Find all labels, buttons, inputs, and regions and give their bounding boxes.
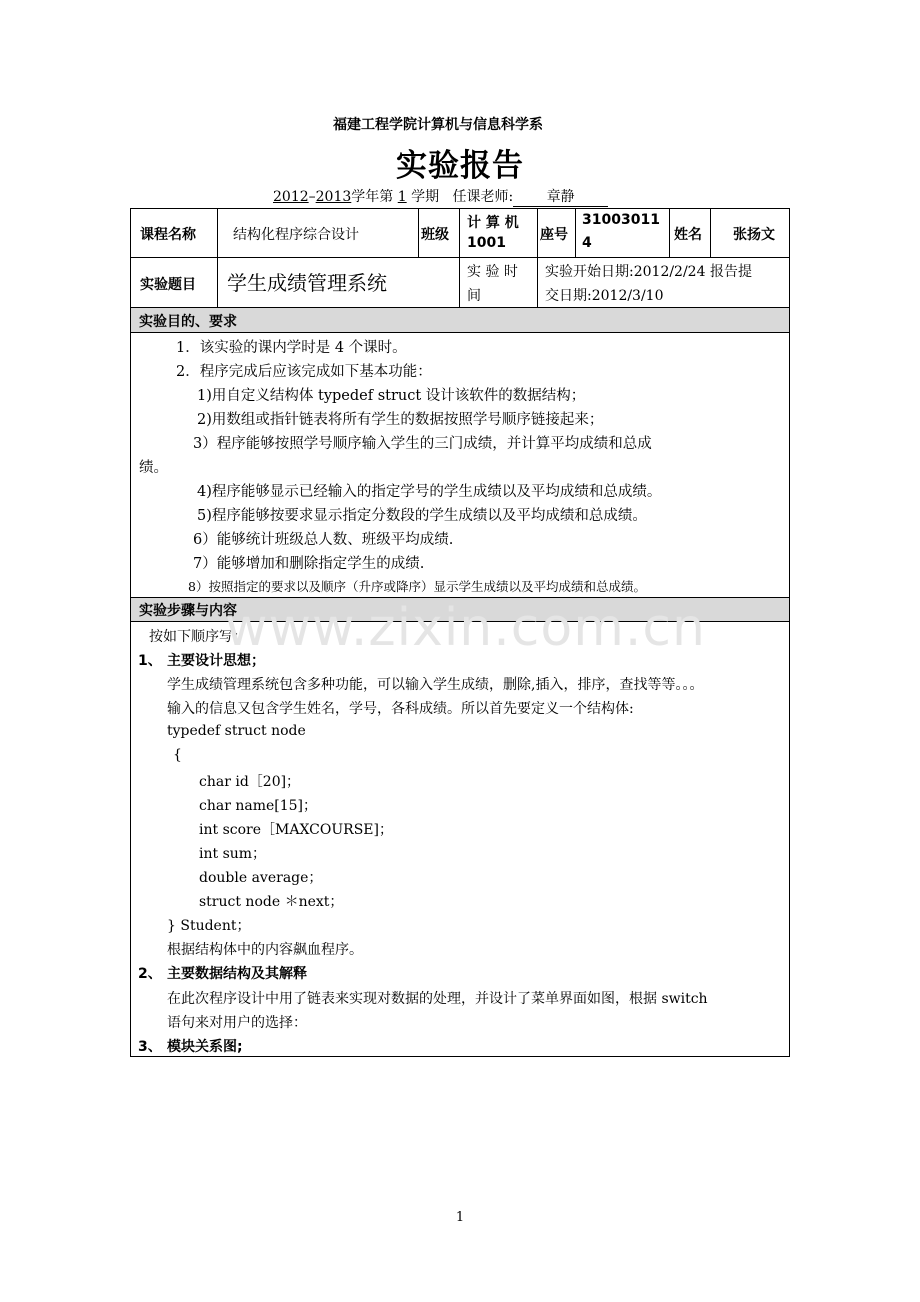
time-value-line1: 实验开始日期:2012/2/24 报告提 [545, 264, 752, 280]
section-1-line: int score［MAXCOURSE]； [199, 822, 393, 838]
teacher-label: 任课老师: [452, 189, 514, 205]
purpose-line: 2．程序完成后应该完成如下基本功能： [176, 364, 432, 380]
year-dash: – [308, 189, 316, 205]
section-2-line: 在此次程序设计中用了链表来实现对数据的处理，并设计了菜单界面如图，根据 switch [167, 991, 708, 1007]
purpose-heading: 实验目的、要求 [139, 314, 237, 330]
section-1-line: double average； [199, 870, 323, 886]
seat-value-line1: 31003011 [582, 212, 660, 228]
name-label: 姓名 [674, 227, 702, 243]
purpose-line: 6）能够统计班级总人数、班级平均成绩. [193, 532, 454, 548]
time-label-line2: 间 [467, 288, 481, 304]
seat-label: 座号 [540, 227, 568, 243]
section-1-line: char id［20]； [199, 774, 301, 790]
steps-intro: 按如下顺序写： [149, 629, 247, 645]
purpose-line: 1．该实验的课内学时是 4 个课时。 [176, 340, 407, 356]
class-label: 班级 [421, 227, 449, 243]
purpose-line: 8）按照指定的要求以及顺序（升序或降序）显示学生成绩以及平均成绩和总成绩。 [188, 579, 646, 594]
course-label: 课程名称 [140, 227, 196, 243]
section-1-line: } Student； [167, 918, 251, 934]
section-1-line: 根据结构体中的内容飙血程序。 [167, 942, 363, 958]
section-1-line: struct node ＊next； [199, 894, 344, 910]
teacher-name: 章静 [513, 186, 608, 207]
class-value-line2: 1001 [467, 235, 506, 251]
purpose-line: 3）程序能够按照学号顺序输入学生的三门成绩，并计算平均成绩和总成 [193, 436, 652, 452]
purpose-line: 7）能够增加和删除指定学生的成绩. [193, 556, 425, 572]
section-1-number: 1、 [138, 653, 162, 669]
term-number: 1 [397, 189, 407, 205]
watermark: www.zixin.com.cn [225, 598, 706, 658]
section-2-line: 语句来对用户的选择： [167, 1015, 307, 1031]
course-value: 结构化程序综合设计 [233, 227, 359, 243]
section-3-number: 3、 [138, 1039, 162, 1055]
purpose-line: 2)用数组或指针链表将所有学生的数据按照学号顺序链接起来； [197, 412, 604, 428]
year-end: 2013 [315, 189, 352, 205]
section-1-line: typedef struct node [167, 723, 306, 739]
section-1-line: 输入的信息又包含学生姓名，学号，各科成绩。所以首先要定义一个结构体: [167, 701, 634, 717]
topic-value: 学生成绩管理系统 [227, 271, 387, 295]
purpose-line: 绩。 [139, 460, 168, 476]
term-line [273, 186, 608, 207]
section-2-number: 2、 [138, 966, 162, 982]
term-suffix: 学期 [411, 189, 440, 205]
topic-label: 实验题目 [140, 277, 196, 293]
section-1-line: 学生成绩管理系统包含多种功能，可以输入学生成绩，删除,插入，排序，查找等等。。。 [167, 677, 704, 693]
section-1-line: { [173, 747, 182, 763]
year-suffix: 学年第 [351, 189, 394, 205]
section-1-line: char name[15]； [199, 798, 318, 814]
name-value: 张扬文 [733, 227, 775, 243]
report-title: 实验报告 [396, 148, 524, 184]
seat-value-line2: 4 [582, 235, 592, 251]
section-3-title: 模块关系图; [167, 1039, 243, 1055]
purpose-line: 1)用自定义结构体 typedef struct 设计该软件的数据结构； [197, 388, 586, 404]
section-1-title: 主要设计思想； [167, 653, 265, 669]
time-label-line1: 实 验 时 [467, 264, 518, 280]
page-number: 1 [455, 1210, 465, 1225]
class-value-line1: 计 算 机 [467, 215, 519, 231]
year-start: 2012 [273, 189, 309, 205]
department-name: 福建工程学院计算机与信息科学系 [333, 117, 543, 133]
steps-heading: 实验步骤与内容 [139, 603, 237, 619]
purpose-line: 5)程序能够按要求显示指定分数段的学生成绩以及平均成绩和总成绩。 [197, 508, 647, 524]
time-value-line2: 交日期:2012/3/10 [545, 288, 664, 304]
purpose-line: 4)程序能够显示已经输入的指定学号的学生成绩以及平均成绩和总成绩。 [197, 484, 662, 500]
section-2-title: 主要数据结构及其解释 [167, 966, 307, 982]
section-1-line: int sum； [199, 846, 267, 862]
